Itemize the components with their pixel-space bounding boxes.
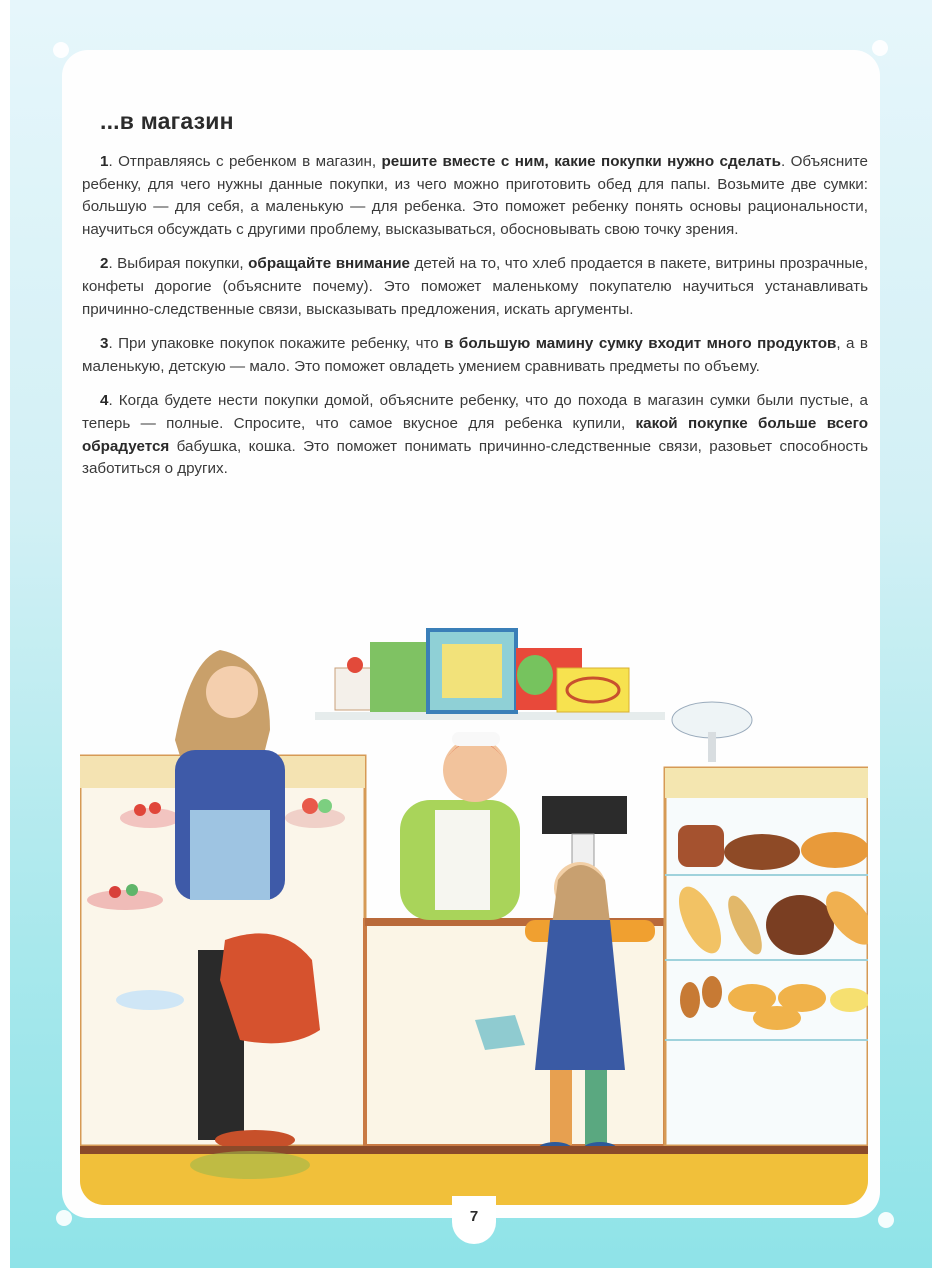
bold-emphasis: какой покупке больше всего обрадуется <box>82 414 868 455</box>
bold-emphasis: в большую мамину сумку входит много продуктов <box>444 335 837 353</box>
text-span: бабушка, кошка. Это поможет понимать причинно-следственные связи, разовьет способность заботиться о других. <box>82 437 868 478</box>
bold-emphasis: обращайте внимание <box>248 255 410 273</box>
paragraph-number: 3 <box>100 335 109 353</box>
paragraph-2 <box>82 253 868 321</box>
text-span: . При упаковке покупок покажите ребенку, что <box>108 335 445 353</box>
instructions-text <box>82 151 868 493</box>
page-number: 7 <box>469 1208 479 1225</box>
corner-dot <box>56 1210 72 1226</box>
text-span: . Объясните ребенку, для чего нужны данные покупки, из чего можно приготовить обед для папы. Возьмите две сумки: большую — для себя, а маленькую — для ребенка. Это поможет ребенку понять основы рациональности, научиться обсуждать с другими проблему, высказываться, обосновывать свою точку зрения. <box>82 153 869 238</box>
paragraph-1 <box>82 151 868 241</box>
corner-dot <box>872 40 888 56</box>
paragraph-3 <box>82 333 868 378</box>
paragraph-number: 4 <box>100 392 109 410</box>
paragraph-number: 1 <box>100 153 109 170</box>
bakery-shop-illustration <box>80 620 868 1205</box>
text-span: . Когда будете нести покупки домой, объясните ребенку, что до похода в магазин сумки были пустые, а теперь — полные. Спросите, что самое вкусное для ребенка купили, <box>82 392 868 432</box>
text-span: детей на то, что хлеб продается в пакете, витрины прозрачные, конфеты дорогие (объясните почему). Это поможет маленькому покупателю научиться устанавливать причинно-следственные связи, высказывать предложения, искать аргументы. <box>82 255 868 318</box>
text-span: . Выбирая покупки, <box>108 255 249 273</box>
corner-dot <box>878 1212 894 1228</box>
paragraph-number: 2 <box>100 255 109 273</box>
paragraph-4 <box>82 390 868 480</box>
page-title: ...в магазин <box>100 108 234 134</box>
text-span: , а в маленькую, детскую — мало. Это поможет овладеть умением сравнивать предметы по объему. <box>82 335 868 375</box>
text-span: . Отправляясь с ребенком в магазин, <box>108 153 382 170</box>
corner-dot <box>53 42 69 58</box>
bold-emphasis: решите вместе с ним, какие покупки нужно сделать <box>381 153 781 170</box>
